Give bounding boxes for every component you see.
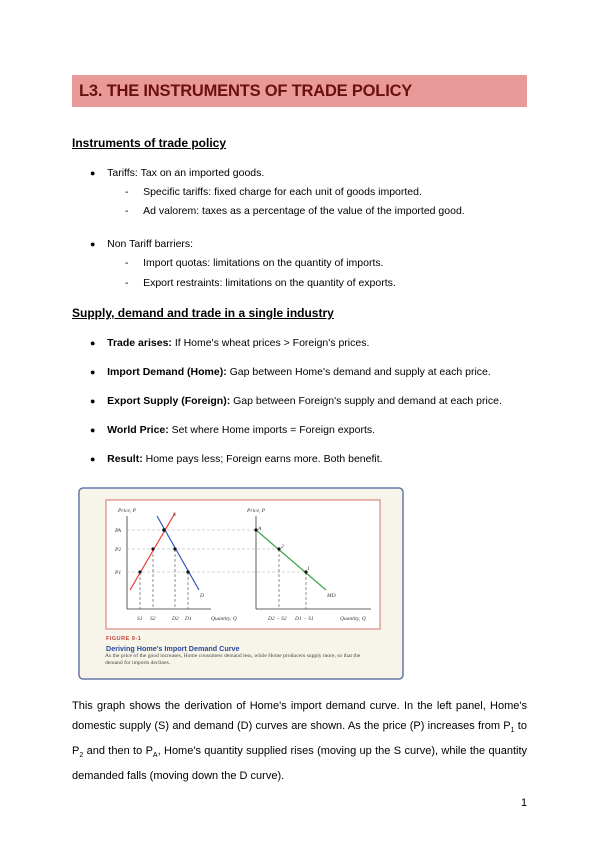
bullet-import-demand: ● Import Demand (Home): Gap between Home's demand and supply at each price. [90, 366, 491, 378]
bullet-trade-arises: ● Trade arises: If Home's wheat prices > Foreign's prices. [90, 337, 370, 349]
point-1: 1 [307, 566, 310, 572]
point-a: A [258, 526, 262, 532]
bullet-world-price: ● World Price: Set where Home imports = Foreign exports. [90, 424, 376, 436]
md-label: MD [327, 593, 336, 599]
section-heading-instruments: Instruments of trade policy [72, 136, 227, 150]
bullet-export-supply: ● Export Supply (Foreign): Gap between Foreign's supply and demand at each price. [90, 395, 502, 407]
bullet-result: ● Result: Home pays less; Foreign earns more. Both benefit. [90, 453, 383, 465]
point-2: 2 [281, 544, 284, 550]
figure-number: FIGURE 9-1 [106, 636, 142, 642]
x-tick-d1: D1 [185, 616, 192, 622]
sub-bullet: - Specific tariffs: fixed charge for each unit of goods imported. [125, 186, 422, 198]
import-demand-figure [78, 487, 404, 680]
right-y-label: Price, P [247, 508, 266, 514]
bullet-tariffs: ● Tariffs: Tax on an imported goods. [90, 167, 265, 179]
left-y-label: Price, P [118, 508, 137, 514]
x-tick-d1-s1: D1 − S1 [295, 616, 314, 622]
page-number: 1 [521, 797, 528, 809]
price-label-p2: P2 [115, 547, 122, 553]
sub-bullet: - Import quotas: limitations on the quantity of imports. [125, 257, 384, 269]
sub-bullet: - Ad valorem: taxes as a percentage of the value of the imported good. [125, 205, 465, 217]
body-paragraph: This graph shows the derivation of Home's import demand curve. In the left panel, Home's domestic supply (S) and demand (D) curves are shown. As the price (P) increases from $P_1$ to $P_2$ and then to $P_A$, Home's quantity supplied rises (moving up the S curve), while the quantity demanded falls (moving down the D curve). [72, 700, 527, 783]
right-x-label: Quantity, Q [340, 616, 366, 622]
x-tick-d2: D2 [172, 616, 179, 622]
x-tick-s1: S1 [137, 616, 143, 622]
figure-caption-title: Deriving Home's Import Demand Curve [106, 644, 240, 653]
sub-bullet: - Export restraints: limitations on the quantity of exports. [125, 277, 396, 289]
price-label-pa: PA [115, 528, 122, 534]
title-banner [72, 75, 527, 107]
plot-area [106, 500, 380, 629]
demand-label: D [200, 593, 204, 599]
left-x-label: Quantity, Q [211, 616, 237, 622]
supply-label: S [173, 512, 176, 518]
price-label-p1: P1 [115, 570, 122, 576]
page-title: L3. THE INSTRUMENTS OF TRADE POLICY [79, 82, 413, 100]
figure-caption-text: As the price of the good increases, Home consumers demand less, while Home producers supply more, so that the demand for imports declines. [105, 653, 361, 666]
x-tick-s2: S2 [150, 616, 156, 622]
section-heading-supply-demand: Supply, demand and trade in a single industry [72, 306, 334, 320]
x-tick-d2-s2: D2 − S2 [268, 616, 287, 622]
bullet-non-tariff: ● Non Tariff barriers: [90, 238, 194, 250]
